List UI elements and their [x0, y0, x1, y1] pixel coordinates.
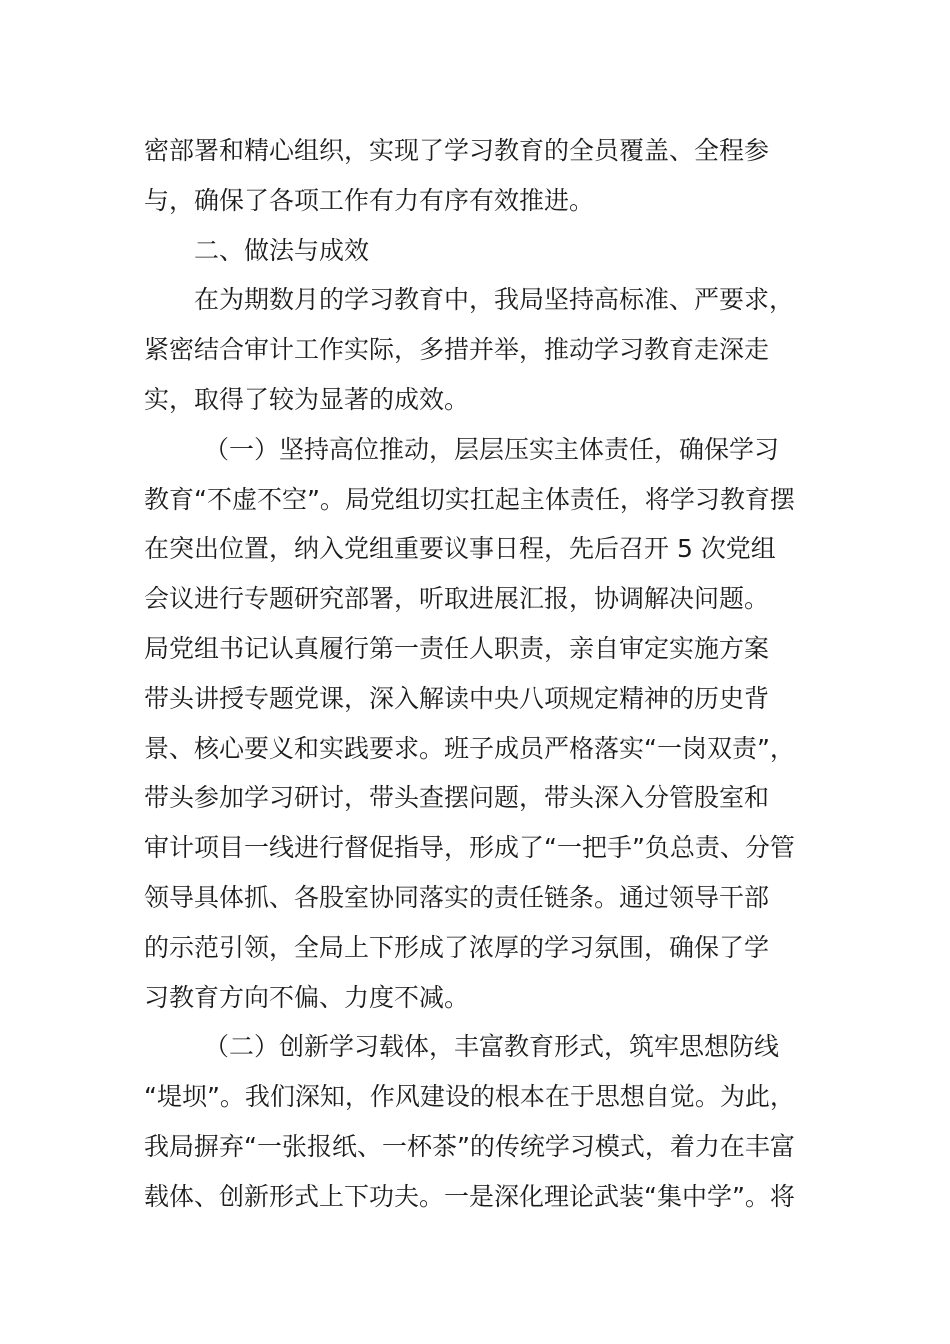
text-line: 密部署和精心组织，实现了学习教育的全员覆盖、全程参 — [144, 136, 770, 165]
paragraph-intro — [144, 275, 808, 424]
text-line: 会议进行专题研究部署，听取进展汇报，协调解决问题。 — [144, 584, 770, 614]
text-line: 我局摒弃“一张报纸、一杯茶”的传统学习模式，着力在丰富 — [144, 1131, 795, 1161]
paragraph-item-2 — [144, 1022, 808, 1221]
text-line: 在为期数月的学习教育中，我局坚持高标准、严要求， — [194, 285, 795, 315]
text-line: 带头讲授专题党课，深入解读中央八项规定精神的历史背 — [144, 683, 770, 713]
text-line: 带头参加学习研讨，带头查摆问题，带头深入分管股室和 — [144, 783, 770, 813]
paragraph-continuation — [144, 126, 808, 226]
text-line: 紧密结合审计工作实际，多措并举，推动学习教育走深走 — [144, 335, 770, 365]
section-heading-text: 二、做法与成效 — [194, 235, 370, 265]
text-line: 与，确保了各项工作有力有序有效推进。 — [144, 185, 595, 215]
text-line: （二）创新学习载体，丰富教育形式，筑牢思想防线 — [204, 1032, 780, 1062]
section-heading — [144, 226, 808, 276]
text-line: “堤坝”。我们深知，作风建设的根本在于思想自觉。为此， — [144, 1082, 795, 1112]
text-line: 习教育方向不偏、力度不减。 — [144, 982, 470, 1012]
text-line: 领导具体抓、各股室协同落实的责任链条。通过领导干部 — [144, 882, 770, 912]
text-line: 在突出位置，纳入党组重要议事日程，先后召开 5 次党组 — [144, 534, 776, 564]
text-line: 的示范引领，全局上下形成了浓厚的学习氛围，确保了学 — [144, 932, 770, 962]
text-line: 审计项目一线进行督促指导，形成了“一把手”负总责、分管 — [144, 833, 795, 863]
text-line: 局党组书记认真履行第一责任人职责，亲自审定实施方案 — [144, 633, 770, 663]
text-line: 教育“不虚不空”。局党组切实扛起主体责任，将学习教育摆 — [144, 484, 795, 514]
text-line: 景、核心要义和实践要求。班子成员严格落实“一岗双责”， — [144, 733, 795, 763]
text-line: 实，取得了较为显著的成效。 — [144, 384, 470, 414]
text-line: （一）坚持高位推动，层层压实主体责任，确保学习 — [204, 434, 780, 464]
document-body — [144, 126, 808, 1222]
paragraph-item-1 — [144, 425, 808, 1023]
text-line: 载体、创新形式上下功夫。一是深化理论武装“集中学”。将 — [144, 1181, 795, 1211]
